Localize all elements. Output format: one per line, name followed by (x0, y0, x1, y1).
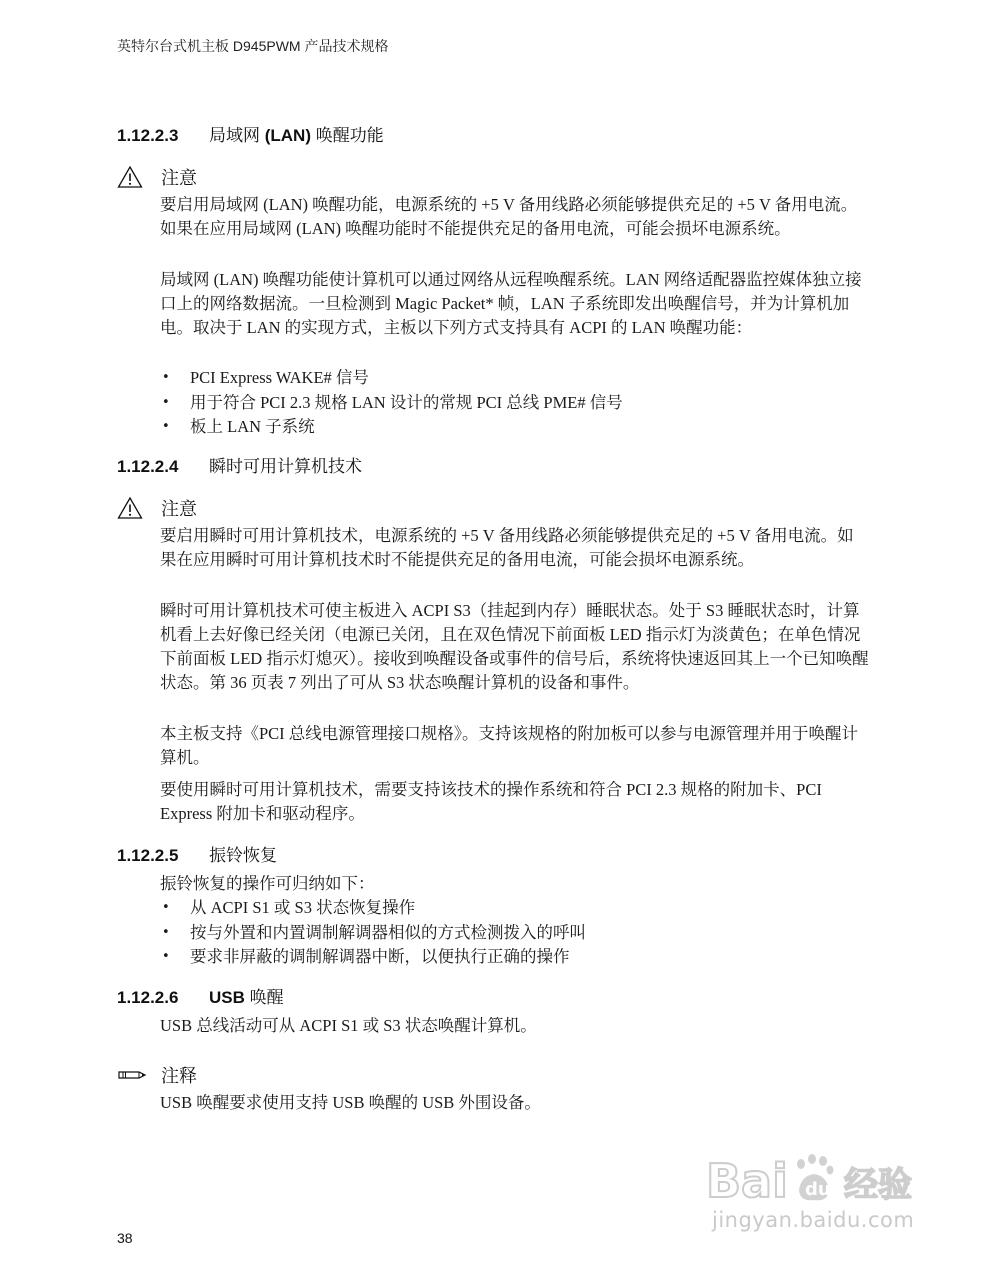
pencil-note-icon (117, 1067, 161, 1088)
section-title: USB 唤醒 (209, 988, 284, 1007)
list-item: • 用于符合 PCI 2.3 规格 LAN 设计的常规 PCI 总线 PME# 信号 (160, 391, 860, 416)
list-item: • 从 ACPI S1 或 S3 状态恢复操作 (160, 896, 860, 921)
page-number: 38 (117, 1230, 133, 1246)
body-paragraph: 瞬时可用计算机技术可使主板进入 ACPI S3（挂起到内存）睡眠状态。处于 S3 睡眠状态时，计算机看上去好像已经关闭（电源已关闭，且在双色情况下前面板 LED 指示灯为淡黄色；在单色情况下前面板 LED 指示灯熄灭）。接收到唤醒设备或事件的信号后，系统将快速返回其上一个已知唤醒状态。第 36 页表 7 列出了可从 S3 状态唤醒计算机的设备和事件。 (160, 601, 869, 692)
warning-triangle-icon (117, 496, 161, 525)
running-header: 英特尔台式机主板 D945PWM 产品技术规格 (117, 38, 389, 54)
section-title: 振铃恢复 (209, 846, 277, 865)
section-heading-usb-wake (117, 983, 284, 1008)
list-item: • 板上 LAN 子系统 (160, 415, 860, 440)
list-item: • 按与外置和内置调制解调器相似的方式检测拨入的呼叫 (160, 921, 860, 946)
svg-text:du: du (805, 1179, 831, 1200)
section-title: 局域网 (LAN) 唤醒功能 (209, 126, 384, 145)
list-item: • 要求非屏蔽的调制解调器中断，以便执行正确的操作 (160, 945, 860, 970)
baidu-jingyan-watermark-logo (706, 1150, 936, 1212)
section-number: 1.12.2.4 (117, 457, 179, 476)
section-heading-lan-wake (117, 121, 384, 146)
bullet-list (160, 366, 860, 440)
notice-label: 注意 (161, 168, 197, 188)
list-item: • PCI Express WAKE# 信号 (160, 366, 860, 391)
caution-notice (117, 164, 197, 194)
svg-text:Bai: Bai (706, 1154, 788, 1208)
watermark-url: jingyan.baidu.com (712, 1208, 915, 1232)
note-notice (117, 1062, 197, 1088)
section-number: 1.12.2.5 (117, 846, 179, 865)
note-label: 注释 (161, 1066, 197, 1086)
bullet-list (160, 896, 860, 970)
svg-text:经验: 经验 (844, 1165, 912, 1205)
section-number: 1.12.2.3 (117, 126, 179, 145)
warning-triangle-icon (117, 165, 161, 194)
section-heading-instantly-available (117, 452, 362, 477)
note-text: USB 唤醒要求使用支持 USB 唤醒的 USB 外围设备。 (160, 1093, 541, 1112)
body-paragraph: 本主板支持《PCI 总线电源管理接口规格》。支持该规格的附加板可以参与电源管理并用于唤醒计算机。 (160, 724, 859, 767)
notice-label: 注意 (161, 499, 197, 519)
body-paragraph: USB 总线活动可从 ACPI S1 或 S3 状态唤醒计算机。 (160, 1016, 537, 1035)
caution-notice (117, 495, 197, 525)
section-title: 瞬时可用计算机技术 (209, 457, 362, 476)
body-paragraph: 要使用瞬时可用计算机技术，需要支持该技术的操作系统和符合 PCI 2.3 规格的附加卡、PCI Express 附加卡和驱动程序。 (160, 780, 822, 823)
caution-text: 要启用瞬时可用计算机技术，电源系统的 +5 V 备用线路必须能够提供充足的 +5 V 备用电流。如果在应用瞬时可用计算机技术时不能提供充足的备用电流，可能会损坏电源系统。 (160, 526, 854, 569)
body-paragraph: 振铃恢复的操作可归纳如下： (160, 874, 375, 893)
section-number: 1.12.2.6 (117, 988, 179, 1007)
body-paragraph: 局域网 (LAN) 唤醒功能使计算机可以通过网络从远程唤醒系统。LAN 网络适配器监控媒体独立接口上的网络数据流。一旦检测到 Magic Packet* 帧，LAN 子系统即发出唤醒信号，并为计算机加电。取决于 LAN 的实现方式，主板以下列方式支持具有 ACPI 的 LAN 唤醒功能： (160, 270, 862, 337)
caution-text: 要启用局域网 (LAN) 唤醒功能，电源系统的 +5 V 备用线路必须能够提供充足的 +5 V 备用电流。如果在应用局域网 (LAN) 唤醒功能时不能提供充足的备用电流，可能会损坏电源系统。 (160, 195, 858, 238)
section-heading-ring-resume (117, 841, 277, 866)
